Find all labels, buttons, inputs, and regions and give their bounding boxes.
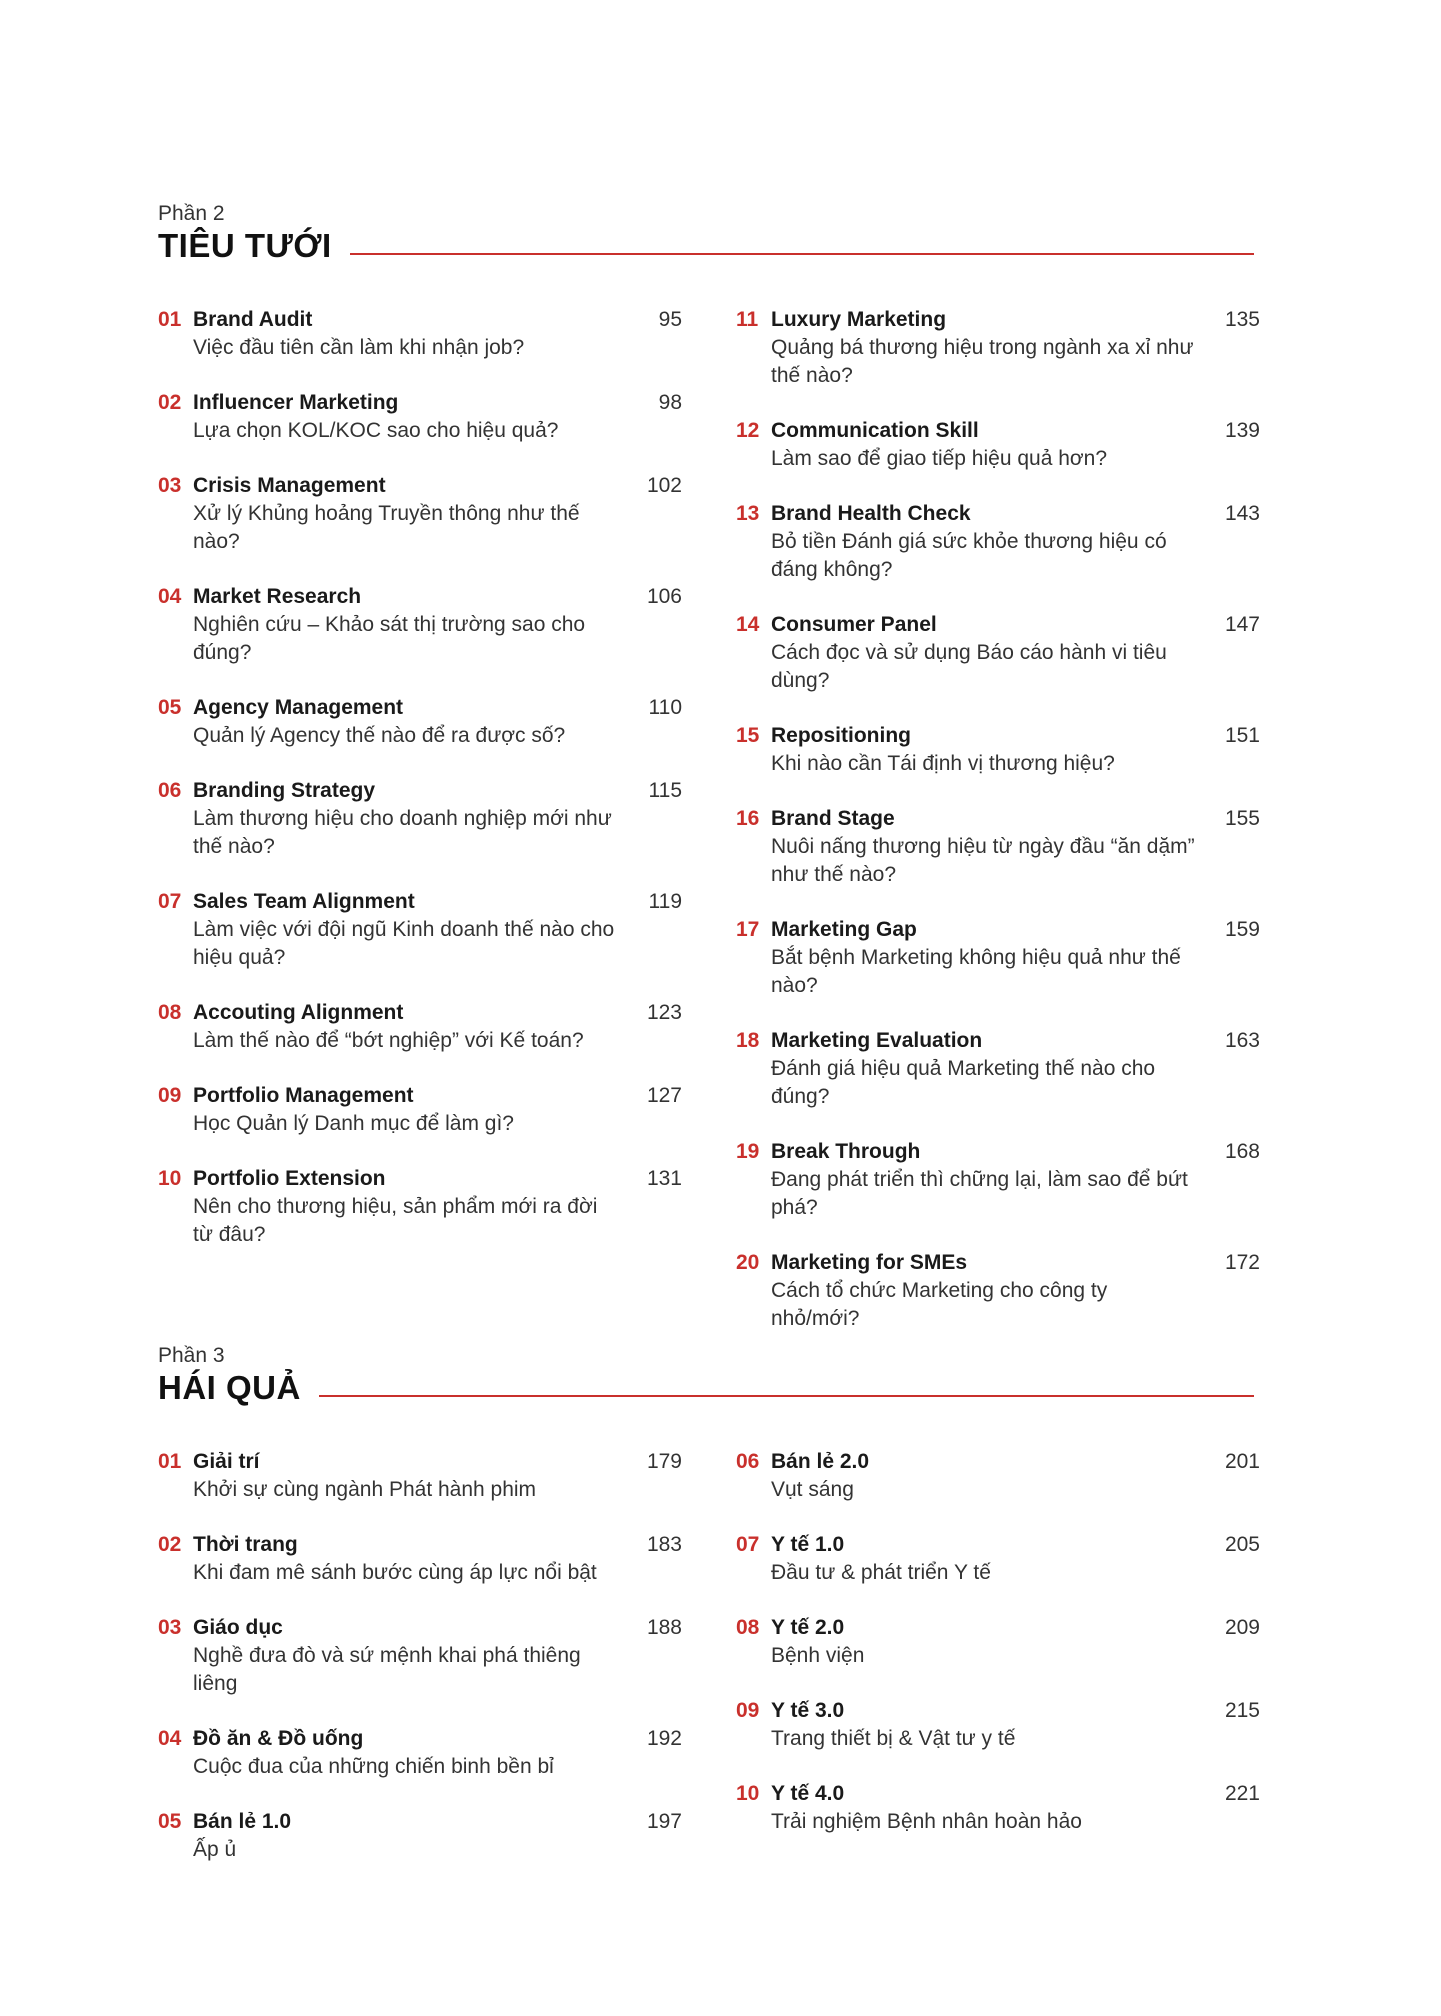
entry-subtitle: Làm việc với đội ngũ Kinh doanh thế nào cho hiệu quả? <box>193 918 615 969</box>
entry-page-number: 119 <box>648 890 682 913</box>
entry-title: Brand Health Check <box>771 502 971 525</box>
toc-right-column <box>736 1448 1260 1863</box>
part-title-row <box>158 226 1254 266</box>
entry-page-number: 201 <box>1224 1450 1260 1473</box>
entry-subtitle: Đầu tư & phát triển Y tế <box>771 1561 991 1584</box>
entry-subtitle: Khi nào cần Tái định vị thương hiệu? <box>771 752 1115 775</box>
toc-entry[interactable] <box>736 1448 1260 1504</box>
entry-page-number: 209 <box>1224 1616 1260 1639</box>
entry-number: 08 <box>158 1001 182 1024</box>
entry-title: Luxury Marketing <box>771 308 947 331</box>
part-title-row <box>158 1368 1254 1408</box>
entry-number: 01 <box>158 308 182 331</box>
toc-entry[interactable] <box>158 1725 682 1781</box>
toc-entry[interactable] <box>158 583 682 667</box>
entry-subtitle: Làm sao để giao tiếp hiệu quả hơn? <box>771 447 1108 470</box>
entry-subtitle: Việc đầu tiên cần làm khi nhận job? <box>193 336 525 359</box>
entry-page-number: 221 <box>1224 1782 1260 1805</box>
part-3-section <box>158 1344 1260 1868</box>
entry-subtitle: Học Quản lý Danh mục để làm gì? <box>193 1112 514 1135</box>
toc-right-column <box>736 306 1260 1360</box>
entry-page-number: 188 <box>646 1616 682 1639</box>
entry-subtitle: Lựa chọn KOL/KOC sao cho hiệu quả? <box>193 419 559 442</box>
toc-entry[interactable] <box>158 1082 682 1138</box>
toc-left-column <box>158 306 682 1276</box>
entry-number: 11 <box>736 308 759 331</box>
entry-page-number: 115 <box>648 779 682 802</box>
toc-entry[interactable] <box>736 916 1260 1000</box>
toc-entry[interactable] <box>158 888 682 972</box>
toc-entry[interactable] <box>736 1249 1260 1333</box>
part-label: Phần 3 <box>158 1344 225 1367</box>
entry-number: 12 <box>736 419 760 442</box>
entry-title: Y tế 3.0 <box>771 1699 845 1722</box>
entry-page-number: 155 <box>1224 807 1260 830</box>
entry-subtitle: Đánh giá hiệu quả Marketing thế nào cho đúng? <box>771 1057 1156 1108</box>
entry-title: Marketing Gap <box>771 918 917 941</box>
entry-subtitle: Ấp ủ <box>193 1838 237 1861</box>
entry-title: Giáo dục <box>193 1616 283 1639</box>
entry-number: 19 <box>736 1140 760 1163</box>
entry-title: Portfolio Extension <box>193 1167 386 1190</box>
toc-entry[interactable] <box>736 500 1260 584</box>
entry-number: 13 <box>736 502 760 525</box>
entry-number: 05 <box>158 1810 182 1833</box>
entry-subtitle: Trang thiết bị & Vật tư y tế <box>771 1727 1016 1750</box>
entry-page-number: 205 <box>1224 1533 1260 1556</box>
toc-entry[interactable] <box>736 1697 1260 1753</box>
entry-page-number: 123 <box>646 1001 682 1024</box>
entry-title: Accouting Alignment <box>193 1001 404 1024</box>
entry-number: 10 <box>158 1167 182 1190</box>
entry-page-number: 163 <box>1224 1029 1260 1052</box>
entry-number: 03 <box>158 1616 182 1639</box>
entry-subtitle: Quảng bá thương hiệu trong ngành xa xỉ như thế nào? <box>771 336 1194 387</box>
part-label: Phần 2 <box>158 202 225 225</box>
entry-title: Repositioning <box>771 724 911 747</box>
part-title: TIÊU TƯỚI <box>158 227 332 264</box>
entry-page-number: 168 <box>1224 1140 1260 1163</box>
entry-subtitle: Nuôi nấng thương hiệu từ ngày đầu “ăn dặm” như thế nào? <box>771 835 1195 886</box>
toc-left-column <box>158 1448 682 1891</box>
toc-entry[interactable] <box>158 694 682 750</box>
entry-title: Influencer Marketing <box>193 391 399 414</box>
entry-subtitle: Trải nghiệm Bệnh nhân hoàn hảo <box>771 1810 1082 1833</box>
entry-number: 01 <box>158 1450 182 1473</box>
entry-page-number: 135 <box>1224 308 1260 331</box>
entry-title: Giải trí <box>193 1450 260 1473</box>
entry-subtitle: Làm thế nào để “bớt nghiệp” với Kế toán? <box>193 1029 584 1052</box>
entry-page-number: 139 <box>1224 419 1260 442</box>
entry-subtitle: Khi đam mê sánh bước cùng áp lực nổi bật <box>193 1561 597 1584</box>
entry-number: 04 <box>158 585 182 608</box>
toc-entry[interactable] <box>736 1027 1260 1111</box>
entry-number: 15 <box>736 724 760 747</box>
entry-page-number: 151 <box>1224 724 1260 747</box>
toc-entry[interactable] <box>736 417 1260 473</box>
entry-number: 20 <box>736 1251 760 1274</box>
entry-subtitle: Làm thương hiệu cho doanh nghiệp mới như thế nào? <box>193 807 612 858</box>
entry-title: Market Research <box>193 585 362 608</box>
toc-entry[interactable] <box>158 1448 682 1504</box>
toc-columns <box>158 306 1260 1330</box>
entry-title: Brand Stage <box>771 807 895 830</box>
toc-entry[interactable] <box>736 611 1260 695</box>
entry-page-number: 131 <box>646 1167 682 1190</box>
entry-title: Crisis Management <box>193 474 386 497</box>
toc-columns <box>158 1448 1260 1868</box>
toc-entry[interactable] <box>158 306 682 362</box>
toc-entry[interactable] <box>158 1531 682 1587</box>
part-2-section <box>158 202 1260 1330</box>
entry-number: 03 <box>158 474 182 497</box>
entry-number: 08 <box>736 1616 760 1639</box>
toc-entry[interactable] <box>736 1531 1260 1587</box>
toc-entry[interactable] <box>736 805 1260 889</box>
entry-page-number: 192 <box>646 1727 682 1750</box>
entry-page-number: 197 <box>646 1810 682 1833</box>
entry-title: Y tế 4.0 <box>771 1782 845 1805</box>
toc-entry[interactable] <box>736 306 1260 390</box>
entry-page-number: 143 <box>1224 502 1260 525</box>
entry-subtitle: Vụt sáng <box>771 1478 854 1501</box>
entry-subtitle: Khởi sự cùng ngành Phát hành phim <box>193 1478 537 1501</box>
toc-entry[interactable] <box>736 1614 1260 1670</box>
entry-subtitle: Bỏ tiền Đánh giá sức khỏe thương hiệu có đáng không? <box>771 530 1167 581</box>
entry-page-number: 172 <box>1224 1251 1260 1274</box>
entry-number: 10 <box>736 1782 760 1805</box>
entry-number: 07 <box>158 890 182 913</box>
entry-number: 09 <box>158 1084 182 1107</box>
entry-page-number: 183 <box>646 1533 682 1556</box>
entry-title: Agency Management <box>193 696 404 719</box>
entry-number: 02 <box>158 391 182 414</box>
entry-number: 07 <box>736 1533 760 1556</box>
entry-page-number: 159 <box>1224 918 1260 941</box>
entry-page-number: 102 <box>646 474 682 497</box>
entry-subtitle: Nên cho thương hiệu, sản phẩm mới ra đời từ đâu? <box>193 1195 598 1246</box>
entry-title: Bán lẻ 2.0 <box>771 1450 870 1473</box>
entry-subtitle: Quản lý Agency thế nào để ra được số? <box>193 724 566 747</box>
entry-subtitle: Xử lý Khủng hoảng Truyền thông như thế nào? <box>193 502 580 553</box>
toc-entry[interactable] <box>158 1808 682 1864</box>
toc-entry[interactable] <box>158 389 682 445</box>
entry-subtitle: Cuộc đua của những chiến binh bền bỉ <box>193 1755 554 1778</box>
entry-title: Brand Audit <box>193 308 313 331</box>
entry-subtitle: Nghề đưa đò và sứ mệnh khai phá thiêng liêng <box>193 1644 581 1695</box>
title-divider-line <box>350 253 1254 255</box>
entry-title: Portfolio Management <box>193 1084 414 1107</box>
part-title: HÁI QUẢ <box>158 1369 301 1406</box>
entry-title: Communication Skill <box>771 419 979 442</box>
entry-page-number: 106 <box>646 585 682 608</box>
entry-number: 04 <box>158 1727 182 1750</box>
entry-title: Break Through <box>771 1140 921 1163</box>
entry-number: 16 <box>736 807 760 830</box>
entry-number: 05 <box>158 696 182 719</box>
entry-number: 14 <box>736 613 760 636</box>
entry-page-number: 110 <box>648 696 682 719</box>
toc-entry[interactable] <box>158 999 682 1055</box>
entry-page-number: 127 <box>646 1084 682 1107</box>
toc-entry[interactable] <box>158 777 682 861</box>
title-divider-line <box>319 1395 1254 1397</box>
entry-number: 06 <box>158 779 182 802</box>
entry-subtitle: Bắt bệnh Marketing không hiệu quả như thế nào? <box>771 946 1181 997</box>
toc-entry[interactable] <box>158 1614 682 1698</box>
entry-page-number: 147 <box>1224 613 1260 636</box>
toc-entry[interactable] <box>158 472 682 556</box>
entry-subtitle: Cách đọc và sử dụng Báo cáo hành vi tiêu dùng? <box>771 641 1167 692</box>
toc-entry[interactable] <box>736 722 1260 778</box>
toc-entry[interactable] <box>158 1165 682 1249</box>
entry-subtitle: Bệnh viện <box>771 1644 865 1667</box>
toc-entry[interactable] <box>736 1138 1260 1222</box>
entry-number: 09 <box>736 1699 760 1722</box>
entry-title: Đồ ăn & Đồ uống <box>193 1727 364 1750</box>
entry-page-number: 179 <box>646 1450 682 1473</box>
entry-title: Thời trang <box>193 1533 298 1556</box>
entry-subtitle: Nghiên cứu – Khảo sát thị trường sao cho đúng? <box>193 613 586 664</box>
entry-title: Marketing for SMEs <box>771 1251 968 1274</box>
entry-title: Marketing Evaluation <box>771 1029 983 1052</box>
entry-title: Branding Strategy <box>193 779 376 802</box>
entry-number: 17 <box>736 918 760 941</box>
entry-number: 18 <box>736 1029 760 1052</box>
entry-number: 06 <box>736 1450 760 1473</box>
toc-entry[interactable] <box>736 1780 1260 1836</box>
entry-page-number: 98 <box>658 391 682 414</box>
entry-subtitle: Đang phát triển thì chững lại, làm sao để bứt phá? <box>771 1168 1188 1219</box>
entry-title: Sales Team Alignment <box>193 890 415 913</box>
entry-title: Bán lẻ 1.0 <box>193 1810 292 1833</box>
entry-number: 02 <box>158 1533 182 1556</box>
entry-page-number: 95 <box>658 308 682 331</box>
entry-page-number: 215 <box>1224 1699 1260 1722</box>
entry-title: Y tế 1.0 <box>771 1533 845 1556</box>
entry-title: Consumer Panel <box>771 613 937 636</box>
entry-title: Y tế 2.0 <box>771 1616 845 1639</box>
entry-subtitle: Cách tổ chức Marketing cho công ty nhỏ/mới? <box>771 1279 1108 1330</box>
